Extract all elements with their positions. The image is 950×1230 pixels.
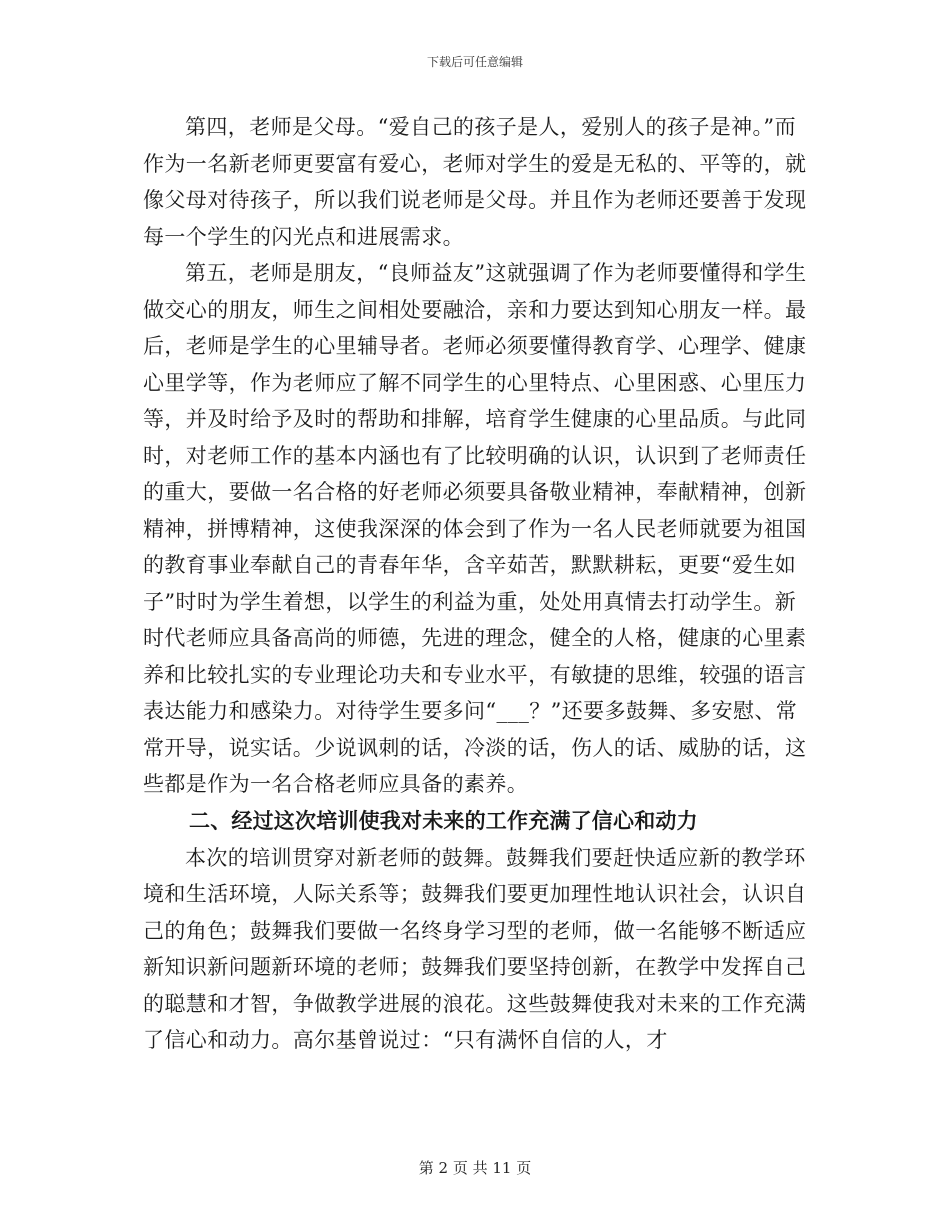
paragraph-teacher-as-friend: 第五，老师是朋友，“良师益友”这就强调了作为老师要懂得和学生做交心的朋友，师生之间相处要融洽，亲和力要达到知心朋友一样。最后，老师是学生的心里辅导者。老师必须要懂得教育学、心理学、健康心里学等，作为老师应了解不同学生的心里特点、心里困惑、心里压力等，并及时给予及时的帮助和排解，培育学生健康的心里品质。与此同时，对老师工作的基本内涵也有了比较明确的认识，认识到了老师责任的重大，要做一名合格的好老师必须要具备敬业精神，奉献精神，创新精神，拼博精神，这使我深深的体会到了作为一名人民老师就要为祖国的教育事业奉献自己的青春年华，含辛茹苦，默默耕耘，更要“爱生如子”时时为学生着想，以学生的利益为重，处处用真情去打动学生。新时代老师应具备高尚的师德，先进的理念，健全的人格，健康的心里素养和比较扎实的专业理论功夫和专业水平，有敏捷的思维，较强的语言表达能力和感染力。对待学生要多问“___？”还要多鼓舞、多安慰、常常开导，说实话。少说讽刺的话，冷淡的话，伤人的话、威胁的话，这些都是作为一名合格老师应具备的素养。 xyxy=(143,261,807,796)
section-heading-confidence: 二、经过这次培训使我对未来的工作充满了信心和动力 xyxy=(189,808,698,833)
page-header: 下载后可任意编辑 xyxy=(426,55,523,69)
paragraph-training-encouragement: 本次的培训贯穿对新老师的鼓舞。鼓舞我们要赶快适应新的教学环境和生活环境，人际关系等；鼓舞我们要更加理性地认识社会，认识自己的角色；鼓舞我们要做一名终身学习型的老师，做一名能够不断适应新知识新问题新环境的老师；鼓舞我们要坚持创新，在教学中发挥自己的聪慧和才智，争做教学进展的浪花。这些鼓舞使我对未来的工作充满了信心和动力。高尔基曾说过：“只有满怀自信的人，才 xyxy=(143,845,807,1052)
document-body xyxy=(143,109,808,1059)
page-number-footer: 第 2 页 共 11 页 xyxy=(418,1159,532,1177)
paragraph-teacher-as-parent: 第四，老师是父母。“爱自己的孩子是人，爱别人的孩子是神。”而作为一名新老师更要富有爱心，老师对学生的爱是无私的、平等的，就像父母对待孩子，所以我们说老师是父母。并且作为老师还要善于发现每一个学生的闪光点和进展需求。 xyxy=(143,115,807,249)
